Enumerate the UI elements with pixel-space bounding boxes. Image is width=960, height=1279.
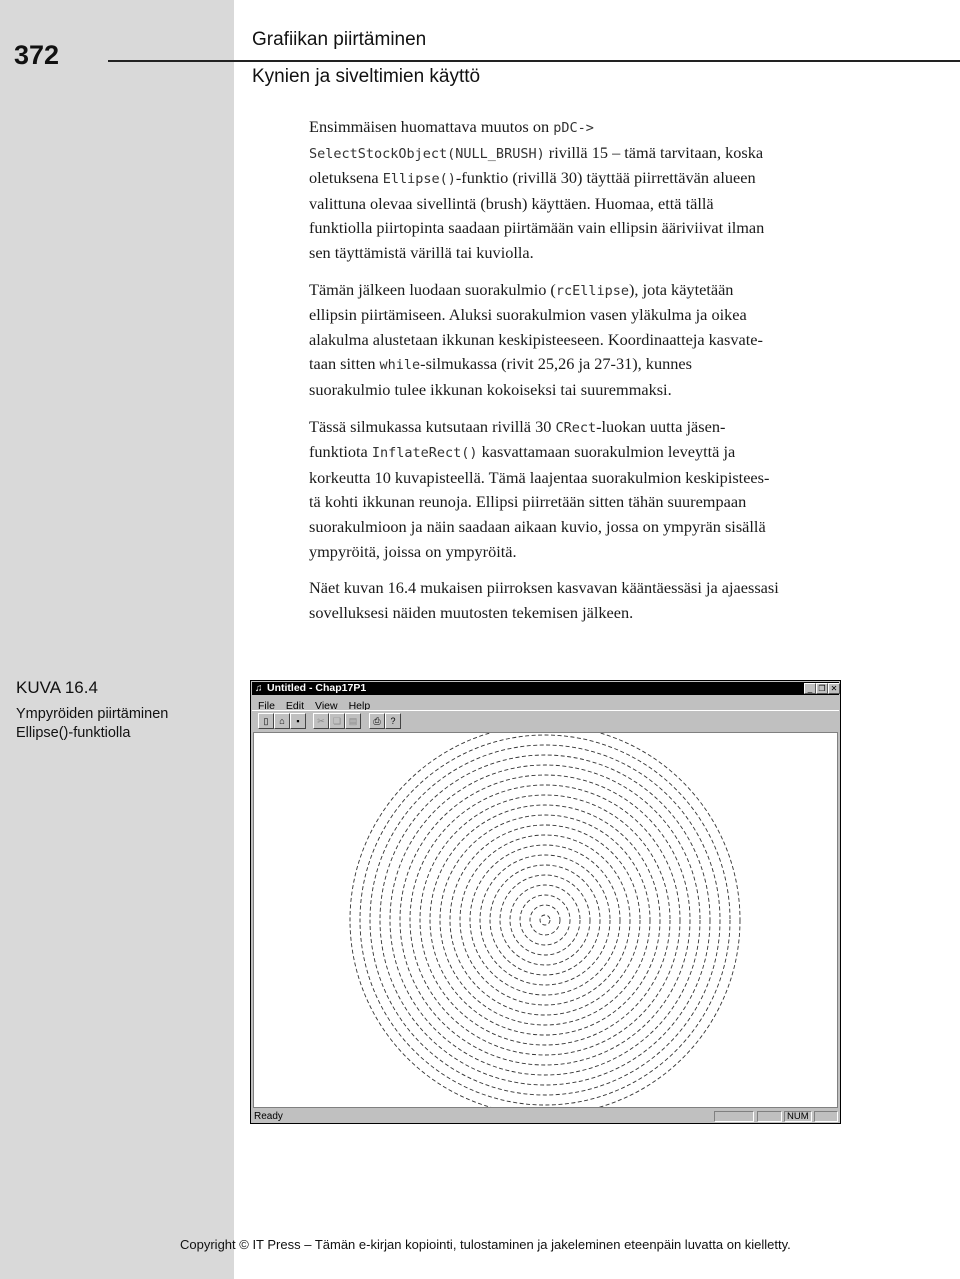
ring-circle bbox=[540, 915, 550, 925]
text-line: suorakulmio tulee ikkunan kokoiseksi tai suuremmaksi. bbox=[309, 379, 672, 399]
code-run: SelectStockObject(NULL_BRUSH) bbox=[309, 145, 545, 162]
footer-copyright: Copyright © IT Press – Tämän e-kirjan kopiointi, tulostaminen ja jakeleminen eteenpäin luvatta on kielletty. bbox=[180, 1237, 791, 1252]
ring-circle bbox=[460, 835, 630, 1005]
code-run: CRect bbox=[555, 419, 597, 436]
text-run: oletuksena bbox=[309, 168, 383, 188]
text-run: -silmukassa (rivit 25,26 ja 27-31), kunnes bbox=[420, 354, 692, 374]
status-panel-scrl bbox=[814, 1111, 838, 1122]
text-line: funktiolla piirtopinta saadaan piirtämään vain ellipsin ääriviivat ilman bbox=[309, 218, 765, 238]
ring-circle bbox=[500, 875, 590, 965]
toolbar bbox=[252, 710, 839, 731]
help-icon[interactable]: ? bbox=[385, 713, 401, 729]
new-file-icon[interactable]: ▯ bbox=[258, 713, 274, 729]
text-line: ellipsin piirtämiseen. Aluksi suorakulmion vasen yläkulma ja oikea bbox=[309, 305, 747, 325]
ring-circle bbox=[370, 745, 720, 1095]
text-run: ), jota käytetään bbox=[629, 279, 734, 299]
ring-circle bbox=[530, 905, 560, 935]
text-run: rivillä 15 – tämä tarvitaan, koska bbox=[544, 142, 764, 162]
text-line: sovelluksesi näiden muutosten tekemisen jälkeen. bbox=[309, 602, 634, 622]
text-line: tä kohti ikkunan reunoja. Ellipsi piirretään sitten tähän suurempaan bbox=[309, 492, 747, 512]
page-sidebar bbox=[0, 0, 234, 1279]
ring-circle bbox=[360, 735, 730, 1105]
code-run: while bbox=[379, 357, 421, 374]
text-run: -luokan uutta jäsen- bbox=[596, 416, 726, 436]
menu-view[interactable]: View bbox=[315, 700, 338, 712]
save-disk-icon[interactable]: ▪ bbox=[290, 713, 306, 729]
text-line: korkeutta 10 kuvapisteellä. Tämä laajentaa suorakulmion keskipistees- bbox=[309, 467, 770, 487]
text-run: taan sitten bbox=[309, 354, 380, 374]
ring-circle bbox=[420, 795, 670, 1045]
status-text: Ready bbox=[254, 1111, 283, 1122]
menu-edit[interactable]: Edit bbox=[285, 700, 305, 712]
code-run: rcEllipse bbox=[555, 282, 630, 299]
paragraph-3 bbox=[309, 415, 909, 565]
header-rule bbox=[108, 60, 960, 62]
text-line: ympyröitä, joissa on ympyröitä. bbox=[309, 541, 517, 561]
print-icon[interactable]: ⎙ bbox=[369, 713, 385, 729]
ring-circle bbox=[510, 885, 580, 955]
text-line: alakulma alustetaan ikkunan keskipisteeseen. Koordinaatteja kasvate- bbox=[309, 329, 763, 349]
paragraph-1 bbox=[309, 115, 909, 266]
ring-circle bbox=[350, 733, 740, 1107]
text-line: sen täyttämistä värillä tai kuviolla. bbox=[309, 242, 534, 262]
status-panel-blank bbox=[757, 1111, 782, 1122]
body-text bbox=[309, 115, 909, 625]
text-run: kasvattamaan suorakulmion leveyttä ja bbox=[477, 442, 736, 462]
paragraph-4 bbox=[309, 576, 909, 625]
paste-icon[interactable]: ▤ bbox=[345, 713, 361, 729]
text-line: suorakulmioon ja näin saadaan aikaan kuvio, jossa on ympyrän sisällä bbox=[309, 516, 766, 536]
page-number: 372 bbox=[14, 40, 60, 70]
status-panel-caps bbox=[714, 1111, 754, 1122]
code-run: pDC-> bbox=[553, 120, 594, 136]
minimize-icon[interactable]: _ bbox=[804, 683, 816, 694]
ring-circle bbox=[410, 785, 680, 1055]
menu-help[interactable]: Help bbox=[348, 700, 371, 712]
text-run: Tämän jälkeen luodaan suorakulmio ( bbox=[309, 279, 556, 299]
text-run: funktiota bbox=[309, 442, 372, 462]
status-bar bbox=[252, 1110, 839, 1123]
open-folder-icon[interactable]: ⌂ bbox=[274, 713, 290, 729]
section-title: Kynien ja siveltimien käyttö bbox=[252, 66, 481, 87]
window-titlebar bbox=[252, 682, 839, 695]
figure-caption bbox=[16, 705, 168, 743]
ring-circle bbox=[470, 845, 620, 995]
text-run: -funktio (rivillä 30) täyttää piirrettävän alueen bbox=[455, 168, 756, 188]
figure-label: KUVA 16.4 bbox=[16, 678, 98, 697]
chapter-title: Grafiikan piirtäminen bbox=[252, 29, 427, 50]
text-line: Näet kuvan 16.4 mukaisen piirroksen kasvavan kääntäessäsi ja ajaessasi bbox=[309, 578, 779, 598]
app-icon: ♫ bbox=[255, 683, 263, 694]
menu-bar bbox=[252, 696, 839, 712]
status-num: NUM bbox=[784, 1111, 812, 1122]
ring-circle bbox=[430, 805, 660, 1035]
ring-circle bbox=[480, 855, 610, 985]
restore-icon[interactable]: ❐ bbox=[816, 683, 828, 694]
close-icon[interactable]: ✕ bbox=[828, 683, 840, 694]
menu-file[interactable]: File bbox=[258, 700, 275, 712]
ring-circle bbox=[400, 775, 690, 1065]
figure-caption-line: Ympyröiden piirtäminen bbox=[16, 706, 169, 722]
copy-icon[interactable]: ❏ bbox=[329, 713, 345, 729]
text-line: valittuna olevaa sivellintä (brush) käyttäen. Huomaa, että tällä bbox=[309, 193, 714, 213]
window-title: Untitled - Chap17P1 bbox=[267, 682, 367, 694]
ring-circle bbox=[390, 765, 700, 1075]
ring-circle bbox=[440, 815, 650, 1025]
ring-circle bbox=[450, 825, 640, 1015]
drawing-area bbox=[253, 732, 838, 1108]
ring-circle bbox=[490, 865, 600, 975]
text-run: Ensimmäisen huomattava muutos on bbox=[309, 117, 554, 136]
paragraph-2 bbox=[309, 278, 909, 403]
figure-caption-line: Ellipse()-funktiolla bbox=[16, 725, 131, 741]
code-run: InflateRect() bbox=[371, 445, 478, 462]
text-run: Tässä silmukassa kutsutaan rivillä 30 bbox=[309, 416, 556, 436]
cut-icon[interactable]: ✂ bbox=[313, 713, 329, 729]
app-window-screenshot bbox=[250, 680, 841, 1124]
ring-circle bbox=[380, 755, 710, 1085]
concentric-circles-drawing bbox=[254, 733, 837, 1107]
ring-circle bbox=[520, 895, 570, 945]
code-run: Ellipse() bbox=[382, 171, 456, 188]
